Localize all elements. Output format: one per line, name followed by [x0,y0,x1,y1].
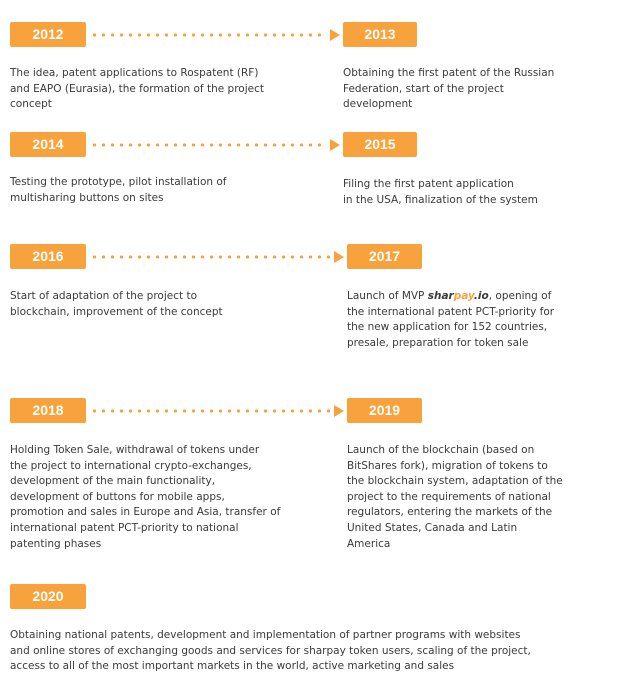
milestone-text-2018: Holding Token Sale, withdrawal of tokens under the project to international crypto-exchanges, development of the main functionality, development of buttons for mobile apps, promotion and sales in Europe and Asia, transfer of international patent PCT-priority to national patenting phases [10,444,281,550]
milestone-text-2017-suffix: , opening of the international patent PCT-priority for the new application for 152 countries, presale, preparation for token sale [347,290,555,349]
arrow-right-icon [334,405,344,417]
brand-part-2: pay [453,290,474,302]
dotted-line [90,255,330,259]
year-badge-2012: 2012 [10,22,86,47]
brand-part-1: shar [427,290,454,302]
year-badge-2013: 2013 [343,22,417,47]
arrow-right-icon [330,29,340,41]
milestone-text-2013: Obtaining the first patent of the Russian Federation, start of the project development [343,67,555,111]
year-badge-2018: 2018 [10,398,86,423]
year-badge-2015: 2015 [343,132,417,157]
milestone-text-2015: Filing the first patent application in the USA, finalization of the system [343,178,538,206]
dotted-line [90,409,330,413]
timeline-connector [90,143,340,147]
year-badge-2014: 2014 [10,132,86,157]
year-badge-2017: 2017 [347,244,422,269]
year-badge-2016: 2016 [10,244,86,269]
timeline-connector [90,255,344,259]
arrow-right-icon [334,251,344,263]
milestone-text-2016: Start of adaptation of the project to blockchain, improvement of the concept [10,290,223,318]
timeline-connector [90,409,344,413]
year-badge-2019: 2019 [347,398,422,423]
milestone-text-2019: Launch of the blockchain (based on BitShares fork), migration of tokens to the blockchain system, adaptation of the project to the requirements of national regulators, entering the markets of the United States, Canada and Latin America [347,444,563,550]
arrow-right-icon [330,139,340,151]
dotted-line [90,143,326,147]
brand-part-3: .io [473,290,489,302]
sharpay-brand-logo [428,290,489,302]
milestone-text-2012: The idea, patent applications to Rospatent (RF) and EAPO (Eurasia), the formation of the project concept [10,67,264,111]
milestone-text-2017 [347,289,627,351]
milestone-text-2020: Obtaining national patents, development and implementation of partner programs with websites and online stores of exchanging goods and services for sharpay token users, scaling of the project, access to all of the most important markets in the world, active marketing and sales [10,629,531,673]
milestone-text-2014: Testing the prototype, pilot installation of multisharing buttons on sites [10,176,227,204]
milestone-text-2017-prefix: Launch of MVP [347,290,428,302]
year-badge-2020: 2020 [10,584,86,609]
dotted-line [90,33,326,37]
timeline-connector [90,33,340,37]
